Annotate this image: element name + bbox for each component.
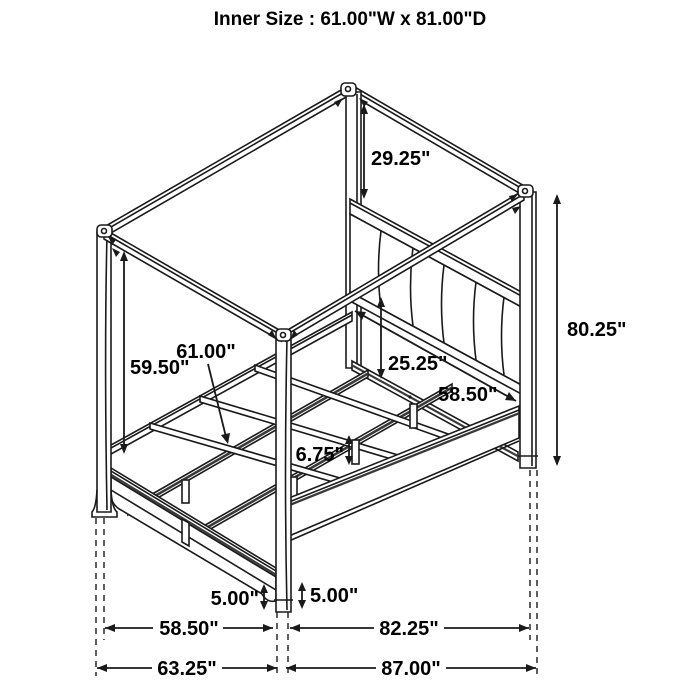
dim-label-canopy-drop: 29.25" xyxy=(371,148,431,170)
dim-overall-depth xyxy=(286,656,536,680)
dim-label-headboard-panel: 25.25" xyxy=(388,353,448,375)
dim-foot-leg-right xyxy=(298,582,358,609)
footboard-center-stile xyxy=(182,519,189,546)
page-title: Inner Size : 61.00"W x 81.00"D xyxy=(213,9,487,30)
dim-label-under-canopy-height: 59.50" xyxy=(130,357,190,379)
dim-label-foot-leg-left: 5.00" xyxy=(210,588,259,610)
dim-footboard-span xyxy=(105,616,273,640)
dim-label-overall-depth: 87.00" xyxy=(381,658,441,680)
dim-label-overall-width: 63.25" xyxy=(157,658,217,680)
dim-side-span xyxy=(290,616,529,640)
near-post xyxy=(274,336,293,612)
dim-overall-width xyxy=(97,656,277,680)
dim-label-footboard-span: 58.50" xyxy=(159,618,219,640)
footboard xyxy=(111,468,276,601)
dim-label-inner-width: 61.00" xyxy=(176,341,236,363)
right-post xyxy=(518,192,538,468)
dim-label-total-height: 80.25" xyxy=(567,319,627,341)
dim-total-height xyxy=(553,194,627,466)
canopy-rear-rails xyxy=(104,86,526,237)
dim-label-headboard-width: 58.50" xyxy=(438,384,498,406)
dim-label-foot-leg-right: 5.00" xyxy=(310,585,359,607)
dim-label-side-span: 82.25" xyxy=(379,618,439,640)
dim-label-slat-clearance: 6.75" xyxy=(295,444,344,466)
